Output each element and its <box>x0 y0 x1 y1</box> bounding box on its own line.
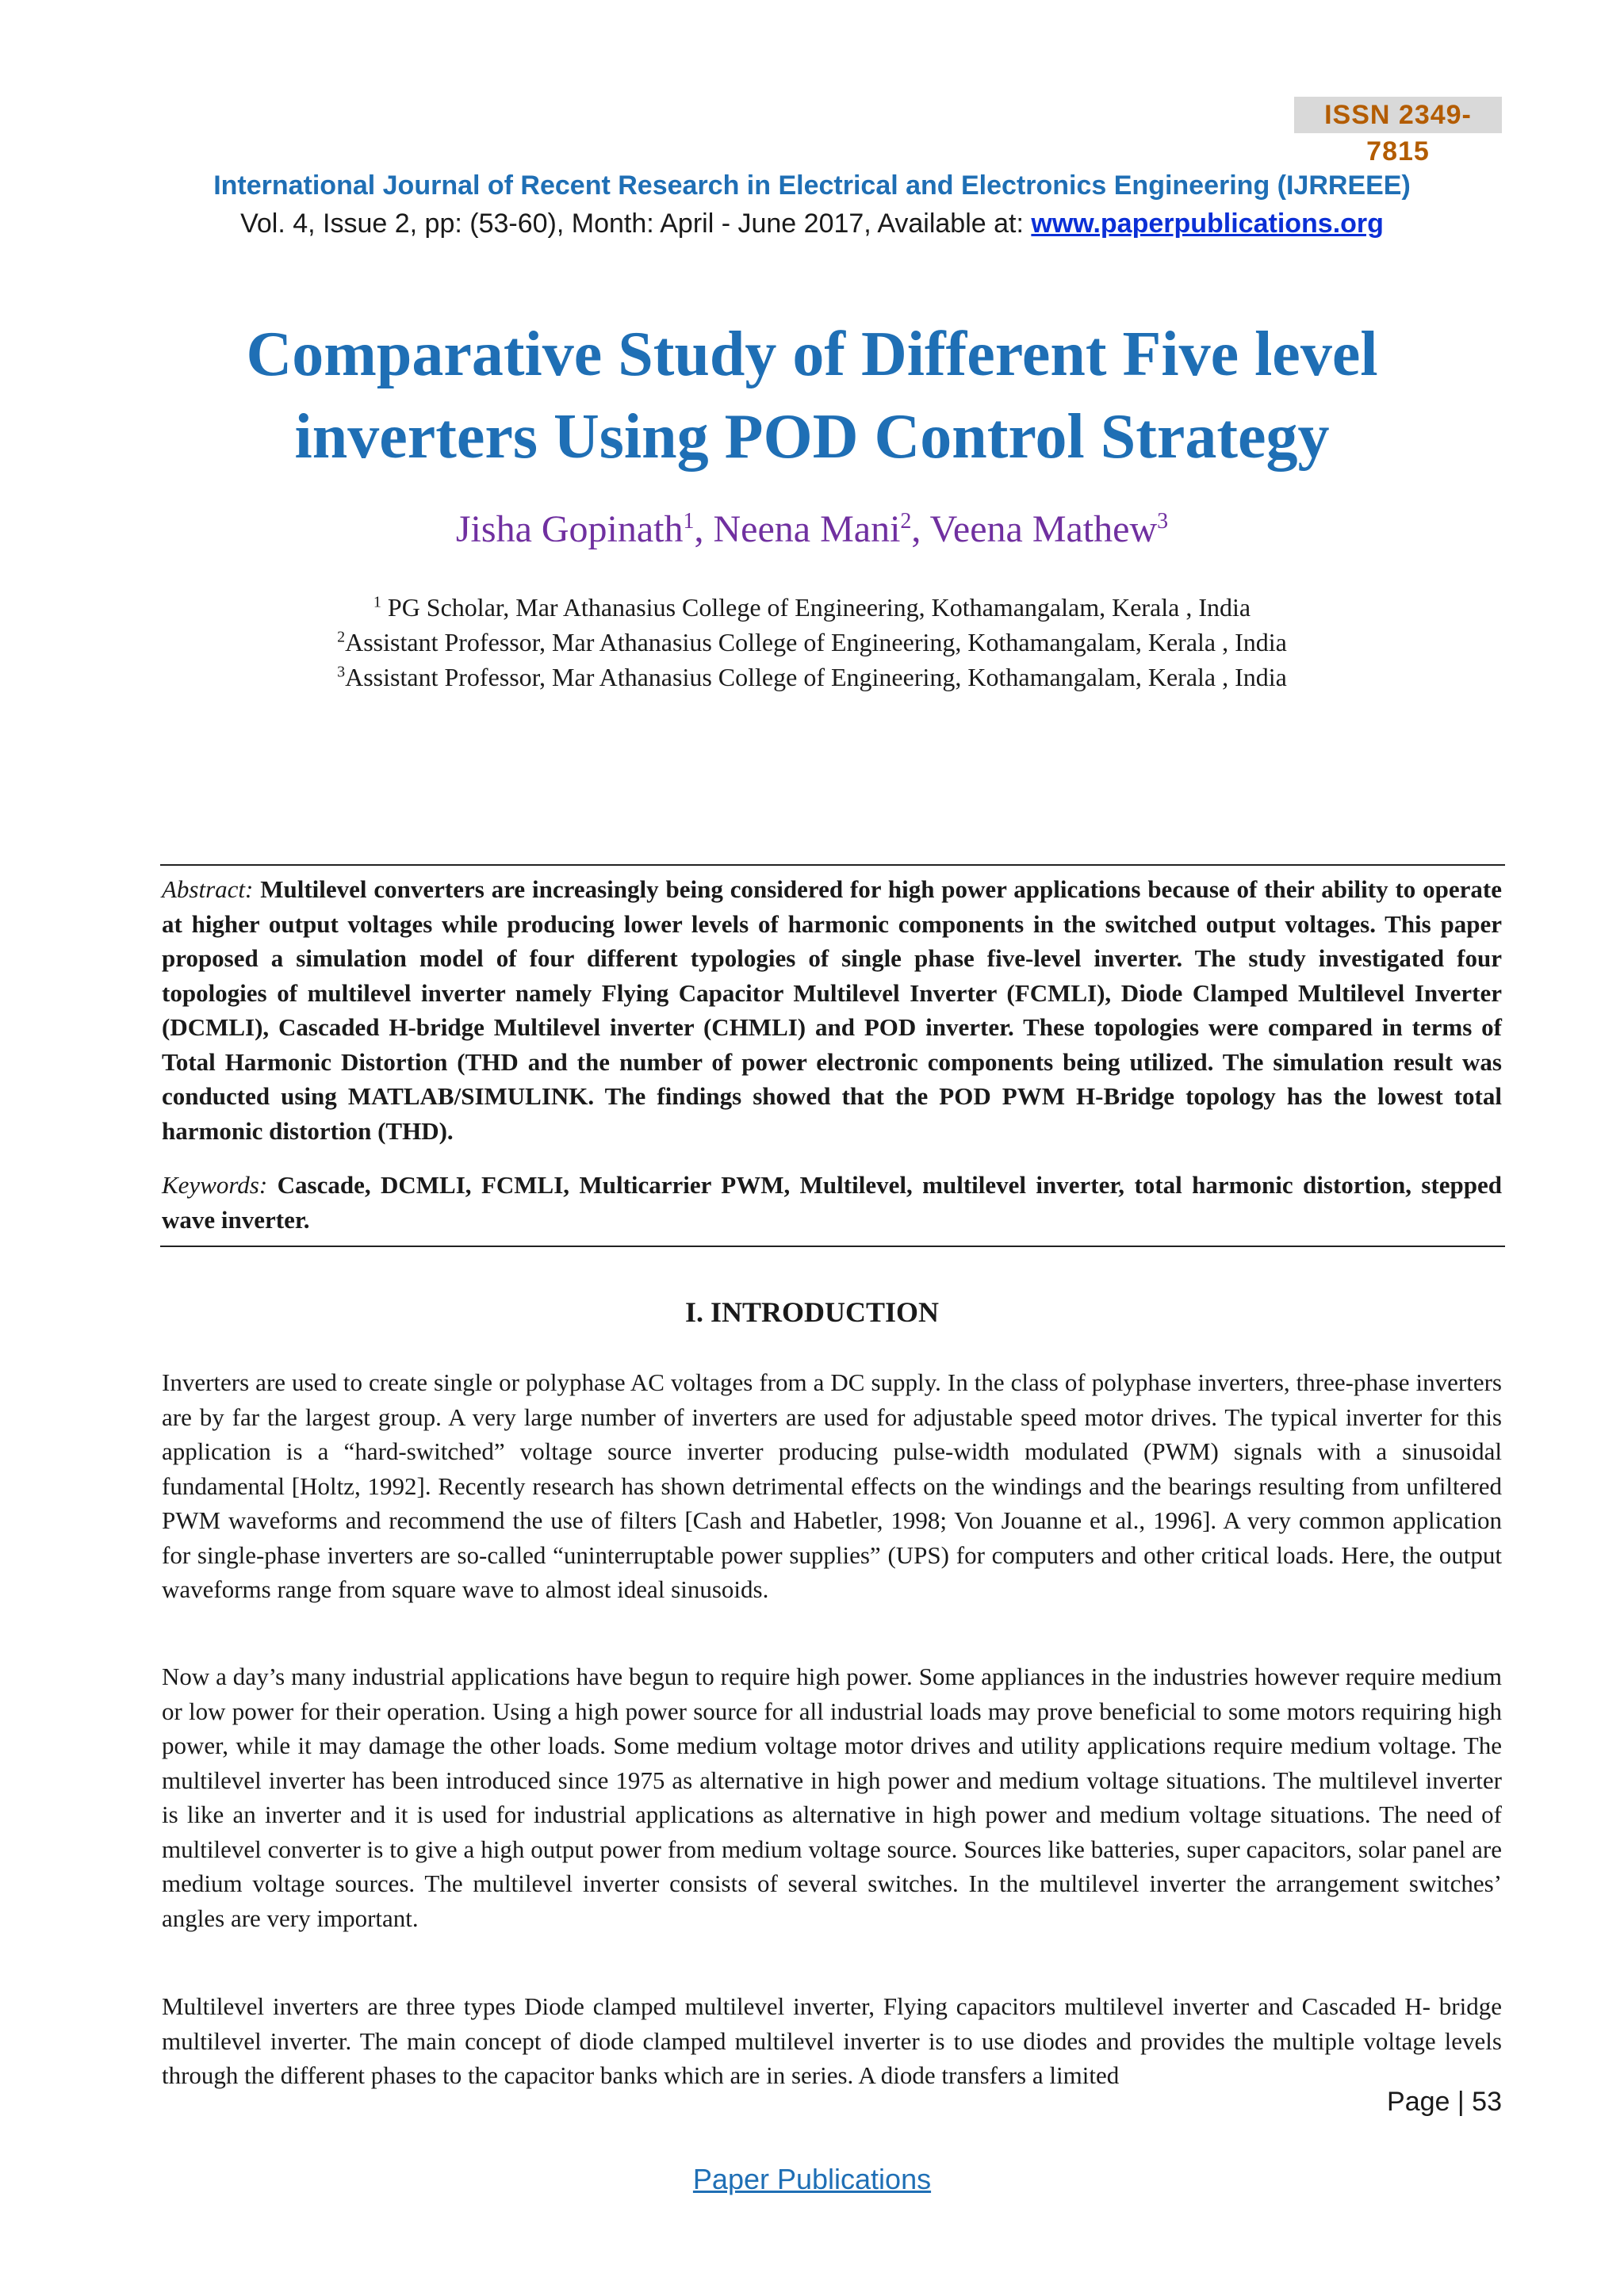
title-line-2: inverters Using POD Control Strategy <box>294 402 1330 472</box>
author-name: Jisha Gopinath <box>455 508 684 550</box>
affiliation-1 <box>0 593 1624 622</box>
author-name: Neena Mani <box>713 508 901 550</box>
paper-title <box>0 313 1624 478</box>
keywords-text: Cascade, DCMLI, FCMLI, Multicarrier PWM, Multilevel, multilevel inverter, total harmonic distortion, stepped wave inverter. <box>162 1171 1503 1234</box>
section-heading: I. INTRODUCTION <box>684 1296 940 1328</box>
author-name: Veena Mathew <box>929 508 1158 550</box>
page-number: Page | 53 <box>1387 2087 1502 2117</box>
author-sup: 2 <box>900 509 912 534</box>
abstract-bottom-rule <box>160 1246 1505 1247</box>
issn-badge: ISSN 2349-7815 <box>1294 97 1502 133</box>
affiliation-sup: 1 <box>373 593 381 611</box>
journal-url-link[interactable]: www.paperpublications.org <box>1031 209 1384 239</box>
author-sep: , <box>911 508 930 550</box>
author-sup: 1 <box>683 509 695 534</box>
abstract-text: Multilevel converters are increasingly being considered for high power applications because of their ability to operate at higher output voltages while producing lower levels of harmonic components in the switched output voltages. This paper proposed a simulation model of four different typologies of single phase five-level inverter. The study investigated four topologies of multilevel inverter namely Flying Capacitor Multilevel Inverter (FCMLI), Diode Clamped Multilevel Inverter (DCMLI), Cascaded H-bridge Multilevel inverter (CHMLI) and POD inverter. These topologies were compared in terms of Total Harmonic Distortion (THD and the number of power electronic components being utilized. The simulation result was conducted using MATLAB/SIMULINK. The findings showed that the POD PWM H-Bridge topology has the lowest total harmonic distortion (THD). <box>162 875 1502 1145</box>
affiliation-sup: 3 <box>337 663 346 681</box>
author-sep: , <box>694 508 714 550</box>
paragraph-3: Multilevel inverters are three types Diode clamped multilevel inverter, Flying capacitors multilevel inverter and Cascaded H- bridge multilevel inverter. The main concept of diode clamped multilevel inverter is to use diodes and provides the multiple voltage levels through the different phases to the capacitor banks which are in series. A diode transfers a limited <box>162 1992 1502 2089</box>
title-line-1: Comparative Study of Different Five level <box>246 320 1378 389</box>
affiliation-3 <box>0 663 1624 692</box>
paragraph-2: Now a day’s many industrial applications have begun to require high power. Some appliances in the industries however require medium or low power for their operation. Using a high power source for all industrial loads may prove beneficial to some motors requiring high power, while it may damage the other loads. Some medium voltage motor drives and utility applications require medium voltage. The multilevel inverter has been introduced since 1975 as alternative in high power and medium voltage situations. The multilevel inverter is like an inverter and it is used for industrial applications as alternative in high power and medium voltage situations. The need of multilevel converter is to give a high output power from medium voltage source. Sources like batteries, super capacitors, solar panel are medium voltage sources. The multilevel inverter consists of several switches. In the multilevel inverter the arrangement switches’ angles are very important. <box>162 1663 1502 1932</box>
affiliation-2 <box>0 628 1624 657</box>
affiliation-text: Assistant Professor, Mar Athanasius College of Engineering, Kothamangalam, Kerala , India <box>345 628 1287 656</box>
paragraph-1: Inverters are used to create single or polyphase AC voltages from a DC supply. In the class of polyphase inverters, three-phase inverters are by far the largest group. A very large number of inverters are used for adjustable speed motor drives. The typical inverter for this application is a “hard-switched” voltage source inverter producing pulse-width modulated (PWM) signals with a sinusoidal fundamental [Holtz, 1992]. Recently research has shown detrimental effects on the windings and the bearings resulting from unfiltered PWM waveforms and recommend the use of filters [Cash and Habetler, 1998; Von Jouanne et al., 1996]. A very common application for single-phase inverters are so-called “uninterruptable power supplies” (UPS) for computers and other critical loads. Here, the output waveforms range from square wave to almost ideal sinusoids. <box>162 1368 1502 1603</box>
abstract-top-rule <box>160 864 1505 866</box>
volume-line <box>0 209 1624 239</box>
keywords-label: Keywords: <box>162 1171 268 1199</box>
volume-text: Vol. 4, Issue 2, pp: (53-60), Month: April - June 2017, Available at: <box>240 209 1032 239</box>
affiliation-sup: 2 <box>337 628 346 646</box>
affiliation-text: Assistant Professor, Mar Athanasius College of Engineering, Kothamangalam, Kerala , India <box>345 663 1287 691</box>
author-list <box>0 507 1624 551</box>
abstract <box>162 872 1502 1148</box>
publisher-link[interactable]: Paper Publications <box>692 2163 932 2195</box>
journal-name: International Journal of Recent Research in Electrical and Electronics Engineering (IJRREEE) <box>213 170 1411 201</box>
keywords <box>162 1168 1502 1237</box>
author-sup: 3 <box>1157 509 1169 534</box>
affiliation-text: PG Scholar, Mar Athanasius College of Engineering, Kothamangalam, Kerala , India <box>381 593 1251 622</box>
abstract-label: Abstract: <box>162 875 254 903</box>
